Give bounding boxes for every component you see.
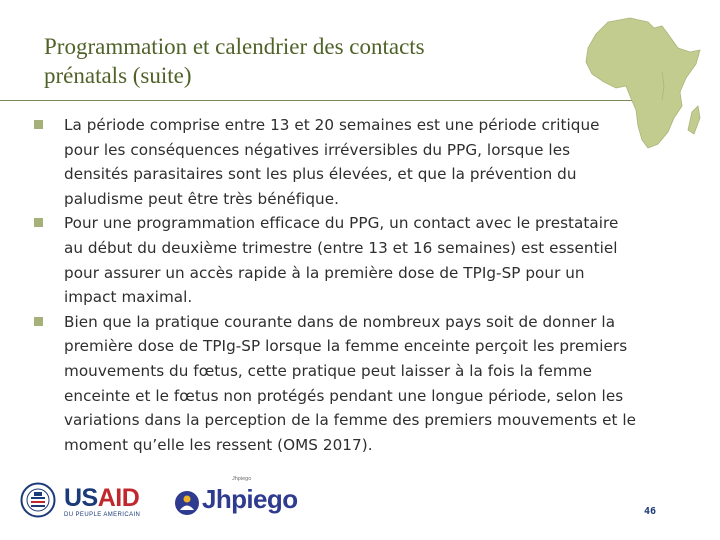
usaid-wordmark <box>64 484 139 513</box>
bullet-item <box>34 310 674 458</box>
bullet-marker <box>34 218 43 227</box>
slide-title-line: Programmation et calendrier des contacts <box>44 34 425 59</box>
bullet-item <box>34 113 674 211</box>
usaid-aid: AID <box>97 484 140 512</box>
bullet-line: moment qu’elle les ressent (OMS 2017). <box>64 435 373 454</box>
title-divider <box>0 100 648 101</box>
bullet-line: paludisme peut être très bénéfique. <box>64 189 339 208</box>
bullet-line: variations dans la perception de la femme des premiers mouvements et le <box>64 411 637 430</box>
bullet-marker <box>34 317 43 326</box>
bullet-line: première dose de TPIg-SP lorsque la femme enceinte perçoit les premiers <box>64 337 628 356</box>
page-number: 46 <box>644 506 657 517</box>
bullet-marker <box>34 120 43 129</box>
usaid-tagline: DU PEUPLE AMERICAIN <box>64 512 141 518</box>
jhpiego-logo-icon <box>174 490 200 516</box>
bullet-item <box>34 211 674 309</box>
jhpiego-top-line: Jhpiego <box>232 476 252 482</box>
bullet-line: impact maximal. <box>64 288 193 307</box>
bullet-line: enceinte et le fœtus non protégés pendant une longue période, selon les <box>64 386 624 405</box>
bullet-list <box>34 113 674 457</box>
bullet-line: Bien que la pratique courante dans de nombreux pays soit de donner la <box>64 312 616 331</box>
bullet-line: densités parasitaires sont les plus élevées, et que la prévention du <box>64 165 577 184</box>
bullet-line: mouvements du fœtus, cette pratique peut laisser à la fois la femme <box>64 361 593 380</box>
bullet-line: pour les conséquences négatives irréversibles du PPG, lorsque les <box>64 140 571 159</box>
bullet-line: au début du deuxième trimestre (entre 13 et 16 semaines) est essentiel <box>64 238 618 257</box>
usaid-us: US <box>64 484 98 512</box>
usaid-seal-icon <box>20 482 56 518</box>
slide-title-line: prénatals (suite) <box>44 63 192 88</box>
slide-title <box>44 32 564 90</box>
jhpiego-wordmark: Jhpiego <box>202 484 298 514</box>
bullet-line: La période comprise entre 13 et 20 semaines est une période critique <box>64 116 600 134</box>
bullet-line: pour assurer un accès rapide à la première dose de TPIg-SP pour un <box>64 263 585 282</box>
bullet-line: Pour une programmation efficace du PPG, un contact avec le prestataire <box>64 214 619 233</box>
